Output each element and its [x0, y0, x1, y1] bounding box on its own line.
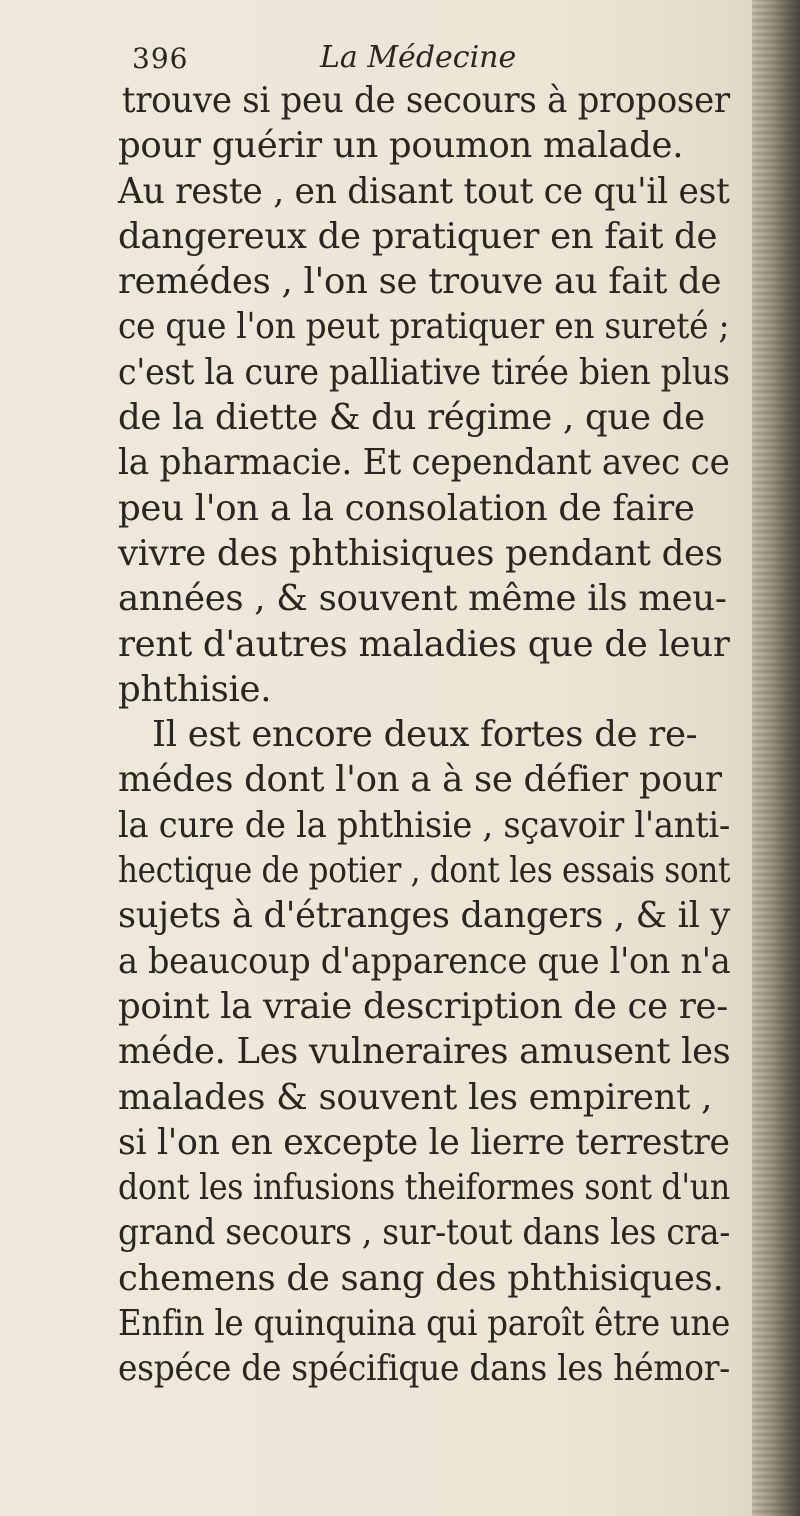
text-line: méde. Les vulneraires amusent les: [118, 1031, 731, 1073]
body-text: [118, 78, 730, 1392]
text-line: la pharmacie. Et cependant avec ce: [118, 442, 730, 484]
text-line: Au reste , en disant tout ce qu'il est: [118, 170, 730, 212]
text-line: si l'on en excepte le lierre terrestre: [118, 1121, 730, 1163]
running-title: La Médecine: [320, 40, 517, 75]
text-line: a beaucoup d'apparence que l'on n'a: [118, 940, 731, 982]
text-line: sujets à d'étranges dangers , & il y: [118, 895, 731, 937]
book-gutter: [752, 0, 800, 1516]
text-line: hectique de potier , dont les essais sont: [118, 850, 731, 892]
text-line: Il est encore deux fortes de re-: [152, 714, 698, 756]
text-line: années , & souvent même ils meu-: [118, 578, 727, 620]
text-line: Enfin le quinquina qui paroît être une: [118, 1303, 731, 1345]
text-line: malades & souvent les empirent ,: [118, 1076, 713, 1118]
text-line: phthisie.: [118, 668, 272, 710]
text-line: médes dont l'on a à se défier pour: [118, 759, 722, 801]
text-line: peu l'on a la consolation de faire: [118, 487, 695, 529]
text-line: c'est la cure palliative tirée bien plus: [118, 351, 730, 393]
text-line: point la vraie description de ce re-: [118, 985, 728, 1027]
text-line: ce que l'on peut pratiquer en sureté ;: [118, 306, 730, 348]
text-line: espéce de spécifique dans les hémor-: [118, 1348, 731, 1390]
text-line: dangereux de pratiquer en fait de: [118, 215, 718, 257]
text-line: de la diette & du régime , que de: [118, 397, 705, 439]
text-line: pour guérir un poumon malade.: [118, 125, 684, 167]
text-line: dont les infusions theiformes sont d'un: [118, 1167, 730, 1209]
text-line: remédes , l'on se trouve au fait de: [118, 261, 722, 303]
text-line: la cure de la phthisie , sçavoir l'anti-: [118, 804, 730, 846]
text-line: chemens de sang des phthisiques.: [118, 1257, 724, 1299]
page-number: 396: [132, 42, 189, 75]
text-line: rent d'autres maladies que de leur: [118, 623, 730, 665]
text-line: grand secours , sur-tout dans les cra-: [118, 1212, 731, 1254]
text-line: vivre des phthisiques pendant des: [118, 532, 723, 574]
text-line: trouve si peu de secours à proposer: [121, 80, 730, 121]
